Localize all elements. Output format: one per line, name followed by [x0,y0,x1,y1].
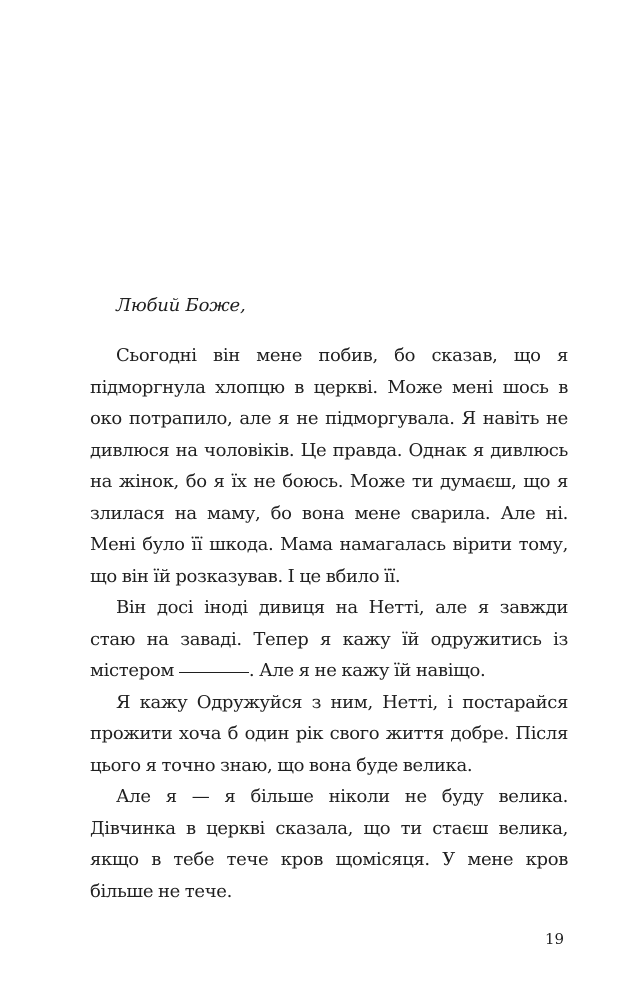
paragraph-2 [90,592,568,687]
name-blank-line [179,671,249,673]
page-number: 19 [545,930,565,948]
paragraph-3: Я кажу Одружуйся з ним, Нетті, і постарайся прожити хоча б один рік свого життя добре. Після цього я точно знаю, що вона буде велика. [90,691,568,776]
paragraph-2-text-after-blank: . Але я не кажу їй навіщо. [248,660,486,681]
paragraph-2-text-before-blank: Він досі іноді дивиця на Нетті, але я завжди стаю на заваді. Тепер я кажу їй одружитись із містером [90,597,568,681]
paragraph-4: Але я — я більше ніколи не буду велика. Дівчинка в церкві сказала, що ти стаєш велика, якщо в тебе тече кров щомісяця. У мене кров більше не тече. [90,786,568,902]
paragraph-1: Сьогодні він мене побив, бо сказав, що я підморгнула хлопцю в церкві. Може мені шось в око потрапило, але я не підморгувала. Я навіть не дивлюся на чоловіків. Це правда. Однак я дивлюсь на жінок, бо я їх не боюсь. Може ти думаєш, що я злилася на маму, бо вона мене сварила. Але ні. Мені було її шкода. Мама намагалась вірити тому, що він їй розказував. І це вбило її. [90,345,568,587]
letter-salutation: Любий Боже, [116,295,246,316]
letter-body [90,340,568,907]
